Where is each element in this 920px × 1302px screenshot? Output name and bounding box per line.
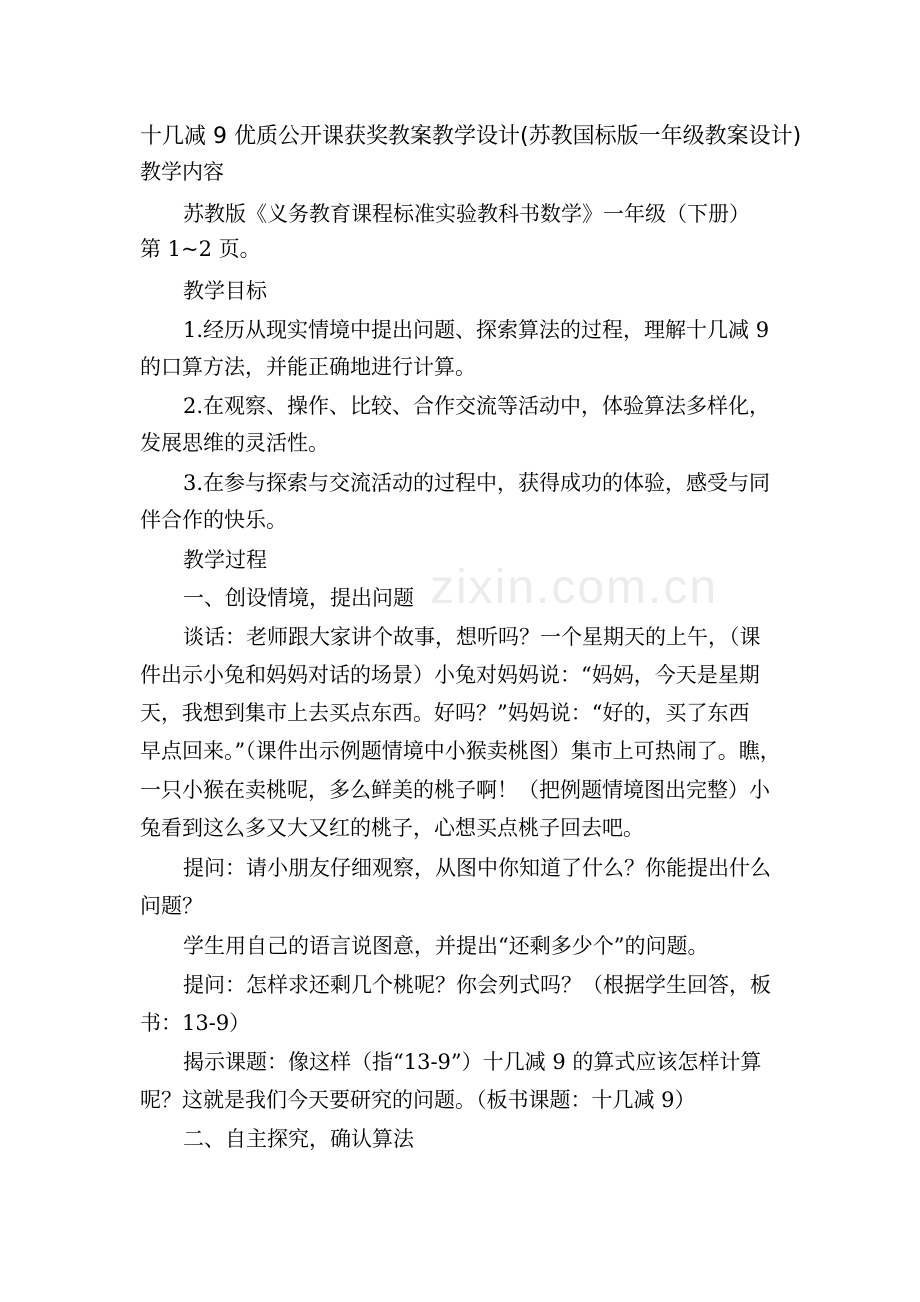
paragraph-line: 1.经历从现实情境中提出问题、探索算法的过程，理解十几减 9 — [183, 318, 770, 342]
paragraph-line: 谈话：老师跟大家讲个故事，想听吗？一个星期天的上午，（课 — [183, 625, 761, 649]
paragraph-line: 苏教版《义务教育课程标准实验教科书数学》一年级（下册） — [183, 202, 750, 226]
subsection-heading: 一、创设情境，提出问题 — [183, 586, 414, 610]
paragraph-line: 学生用自己的语言说图意，并提出“还剩多少个”的问题。 — [183, 934, 709, 958]
paragraph-line: 2.在观察、操作、比较、合作交流等活动中，体验算法多样化， — [183, 394, 771, 418]
paragraph-line: 兔看到这么多又大又红的桃子，心想买点桃子回去吧。 — [140, 816, 644, 840]
subsection-heading: 二、自主探究，确认算法 — [183, 1127, 414, 1151]
section-heading-process: 教学过程 — [183, 548, 267, 572]
paragraph-line: 书：13-9） — [140, 1011, 251, 1035]
paragraph-line: 早点回来。”（课件出示例题情境中小猴卖桃图）集市上可热闹了。瞧， — [140, 739, 781, 763]
paragraph-line: 提问：怎样求还剩几个桃呢？你会列式吗？（根据学生回答，板 — [183, 973, 771, 997]
paragraph-line: 伴合作的快乐。 — [140, 508, 287, 532]
section-heading-content: 教学内容 — [140, 160, 224, 184]
paragraph-line: 3.在参与探索与交流活动的过程中，获得成功的体验，感受与同 — [183, 471, 771, 495]
paragraph-line: 发展思维的灵活性。 — [140, 431, 329, 455]
paragraph-line: 天，我想到集市上去买点东西。好吗？”妈妈说：“好的，买了东西 — [140, 701, 750, 725]
paragraph-line: 揭示课题：像这样（指“13-9”）十几减 9 的算式应该怎样计算 — [183, 1050, 762, 1074]
paragraph-line: 一只小猴在卖桃呢，多么鲜美的桃子啊！（把例题情境图出完整）小 — [140, 778, 770, 802]
paragraph-line: 问题？ — [140, 894, 203, 918]
paragraph-line: 件出示小兔和妈妈对话的场景）小兔对妈妈说：“妈妈，今天是星期 — [140, 663, 760, 687]
section-heading-objectives: 教学目标 — [183, 279, 267, 303]
paragraph-line: 第 1~2 页。 — [140, 237, 261, 261]
paragraph-line: 提问：请小朋友仔细观察，从图中你知道了什么？你能提出什么 — [183, 856, 771, 880]
document-title: 十几减 9 优质公开课获奖教案教学设计(苏教国标版一年级教案设计) — [140, 124, 802, 149]
paragraph-line: 呢？这就是我们今天要研究的问题。（板书课题：十几减 9） — [140, 1088, 696, 1112]
paragraph-line: 的口算方法，并能正确地进行计算。 — [140, 355, 476, 379]
watermark: zixin.com.cn — [430, 561, 719, 614]
